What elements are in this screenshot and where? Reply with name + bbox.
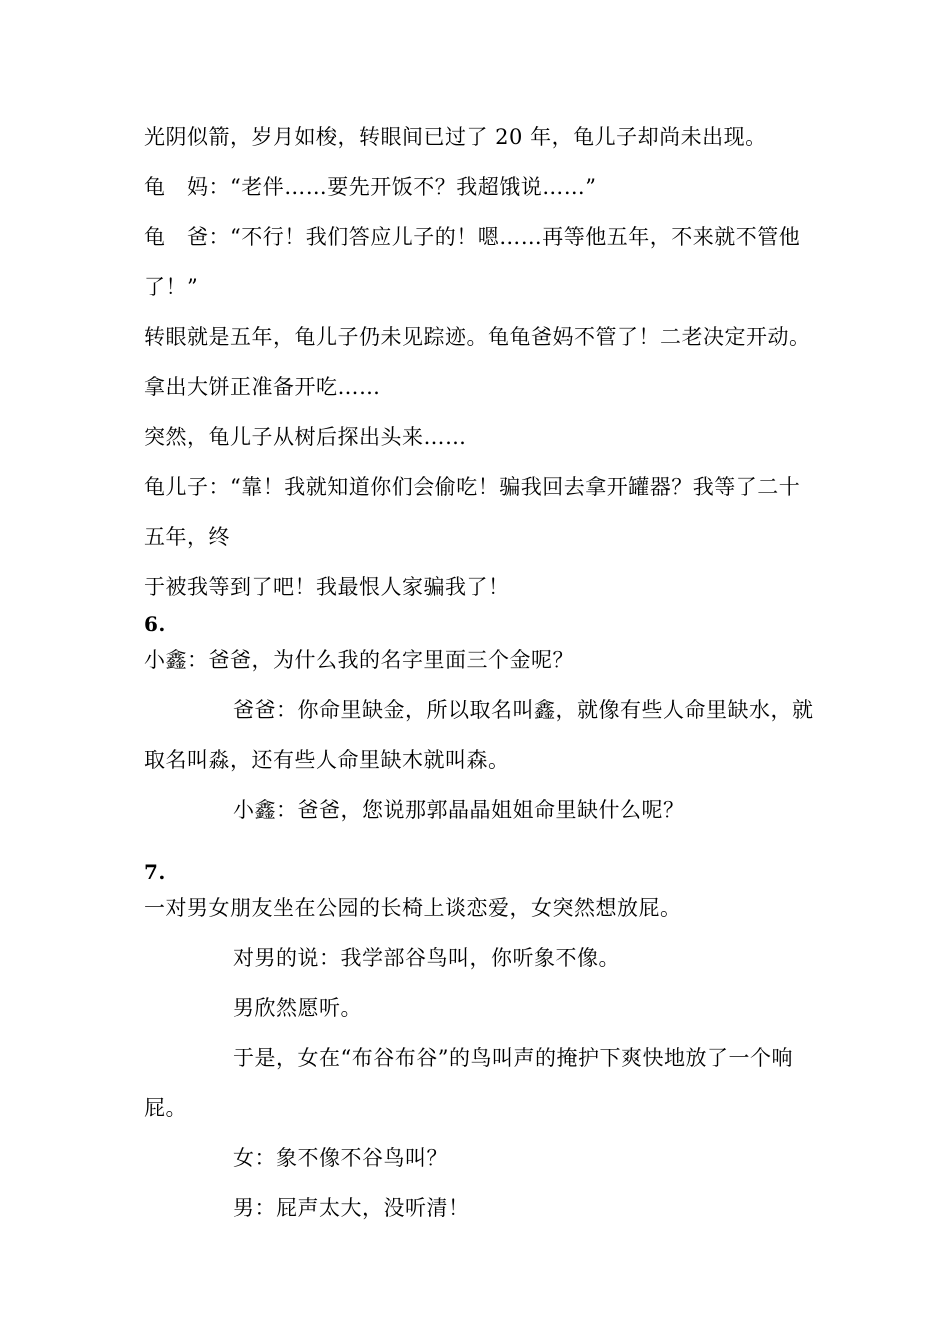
text-line: 于被我等到了吧！我最恨人家骗我了！: [144, 575, 510, 599]
text-line: 五年，终: [144, 525, 230, 549]
text-line: 龟 爸：“不行！我们答应儿子的！嗯……再等他五年，不来就不管他: [144, 225, 801, 249]
text-line: 对男的说：我学部谷鸟叫，你听象不像。: [233, 946, 620, 970]
text-line: 男：屁声太大，没听清！: [233, 1196, 470, 1220]
text-line: 突然，龟儿子从树后探出头来……: [144, 425, 467, 449]
text-line: 拿出大饼正准备开吃……: [144, 375, 381, 399]
text-line: 屁。: [144, 1096, 187, 1120]
text-line: 女：象不像不谷鸟叫？: [233, 1146, 448, 1170]
text-line: 龟 妈：“老伴……要先开饭不？我超饿说……”: [144, 175, 597, 199]
text-line: 男欣然愿听。: [233, 996, 362, 1020]
text-line: 小鑫：爸爸，为什么我的名字里面三个金呢？: [144, 648, 574, 672]
text-line: 转眼就是五年，龟儿子仍未见踪迹。龟龟爸妈不管了！二老决定开动。: [144, 325, 811, 349]
text-line: 一对男女朋友坐在公园的长椅上谈恋爱，女突然想放屁。: [144, 896, 682, 920]
text-line: 取名叫淼，还有些人命里缺木就叫森。: [144, 748, 510, 772]
text-line: 爸爸：你命里缺金，所以取名叫鑫，就像有些人命里缺水，就: [233, 698, 814, 722]
text-line: 龟儿子：“靠！我就知道你们会偷吃！骗我回去拿开罐器？我等了二十: [144, 475, 801, 499]
text-line: 小鑫：爸爸，您说那郭晶晶姐姐命里缺什么呢？: [233, 798, 685, 822]
text-line: 光阴似箭，岁月如梭，转眼间已过了 20 年，龟儿子却尚未出现。: [144, 125, 767, 149]
section-number: 7.: [144, 860, 166, 884]
text-line: 于是，女在“布谷布谷”的鸟叫声的掩护下爽快地放了一个响: [233, 1046, 793, 1070]
text-line: 了！”: [144, 275, 199, 299]
section-number: 6.: [144, 612, 166, 636]
